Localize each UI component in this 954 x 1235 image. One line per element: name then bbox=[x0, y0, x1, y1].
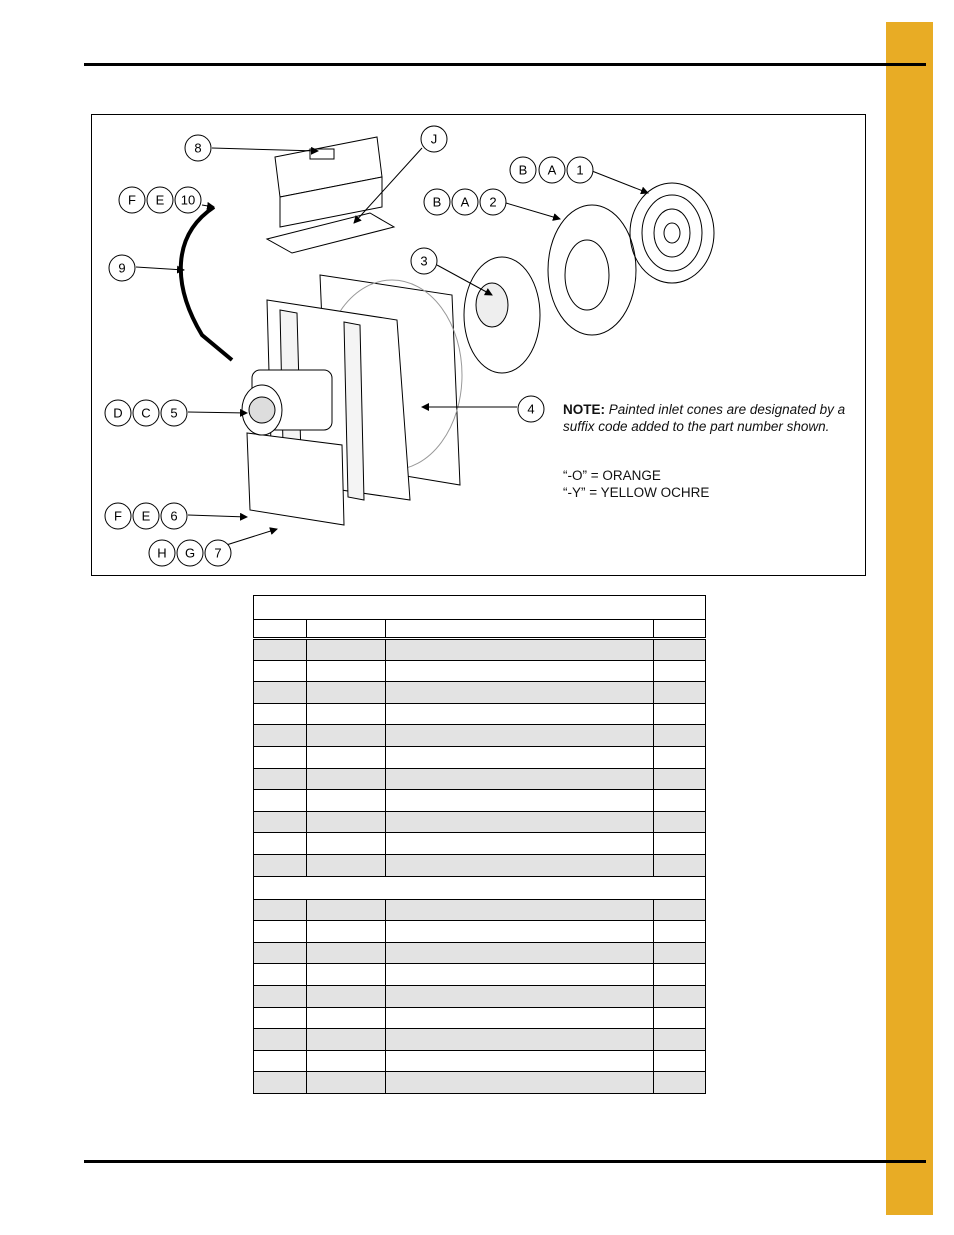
conduit bbox=[181, 207, 232, 360]
table-row bbox=[254, 1050, 706, 1072]
callout-10-c: 10 bbox=[180, 192, 196, 208]
fan-wheel bbox=[464, 257, 540, 373]
callout-3: 3 bbox=[420, 253, 428, 269]
callout-J: J bbox=[430, 131, 438, 147]
table-header-row bbox=[254, 620, 706, 639]
inlet-cone bbox=[548, 205, 636, 335]
table-row bbox=[254, 682, 706, 704]
fan-assembly-drawing bbox=[92, 115, 867, 577]
callout-10-a: F bbox=[128, 192, 136, 208]
table-row bbox=[254, 921, 706, 943]
table-row bbox=[254, 703, 706, 725]
exploded-parts-diagram bbox=[91, 114, 866, 576]
table-row bbox=[254, 1029, 706, 1051]
callout-9: 9 bbox=[118, 260, 126, 276]
callout-7-b: G bbox=[184, 545, 196, 561]
motor bbox=[242, 370, 332, 435]
callout-6-c: 6 bbox=[170, 508, 178, 524]
table-row bbox=[254, 811, 706, 833]
callout-4: 4 bbox=[527, 401, 535, 417]
callout-6-b: E bbox=[141, 508, 151, 524]
table-row bbox=[254, 725, 706, 747]
footer-rule bbox=[84, 1160, 926, 1163]
table-row bbox=[254, 854, 706, 876]
callout-5-a: D bbox=[113, 405, 123, 421]
table-row bbox=[254, 660, 706, 682]
table-row bbox=[254, 790, 706, 812]
callout-1-a: B bbox=[518, 162, 528, 178]
callout-6-a: F bbox=[114, 508, 122, 524]
color-code-list bbox=[563, 467, 709, 501]
callout-2-b: A bbox=[460, 194, 470, 210]
table-row bbox=[254, 1007, 706, 1029]
color-code-orange: “-O” = ORANGE bbox=[563, 468, 661, 483]
color-code-yellow: “-Y” = YELLOW OCHRE bbox=[563, 485, 710, 500]
table-row bbox=[254, 833, 706, 855]
header-rule bbox=[84, 63, 926, 66]
table-row bbox=[254, 985, 706, 1007]
callout-1-b: A bbox=[547, 162, 557, 178]
table-row bbox=[254, 942, 706, 964]
callout-7-a: H bbox=[157, 545, 167, 561]
table-title-row bbox=[254, 596, 706, 620]
callout-8: 8 bbox=[194, 140, 202, 156]
callout-1-c: 1 bbox=[576, 162, 584, 178]
paint-note bbox=[563, 401, 863, 435]
note-text: Painted inlet cones are designated by a suffix code added to the part number shown. bbox=[563, 402, 846, 434]
fan-guard bbox=[630, 183, 714, 283]
callout-7-c: 7 bbox=[214, 545, 222, 561]
callout-10-b: E bbox=[155, 192, 165, 208]
note-label: NOTE: bbox=[563, 402, 605, 417]
table-section-row bbox=[254, 876, 706, 899]
table-row bbox=[254, 1072, 706, 1094]
callout-5-b: C bbox=[141, 405, 151, 421]
table-row bbox=[254, 964, 706, 986]
chapter-side-tab bbox=[886, 22, 933, 1215]
table-row bbox=[254, 768, 706, 790]
table-row bbox=[254, 899, 706, 921]
callout-5-c: 5 bbox=[170, 405, 178, 421]
callout-2-c: 2 bbox=[489, 194, 497, 210]
table-row bbox=[254, 746, 706, 768]
parts-table bbox=[253, 595, 706, 1094]
table-row bbox=[254, 639, 706, 661]
callout-2-a: B bbox=[432, 194, 442, 210]
